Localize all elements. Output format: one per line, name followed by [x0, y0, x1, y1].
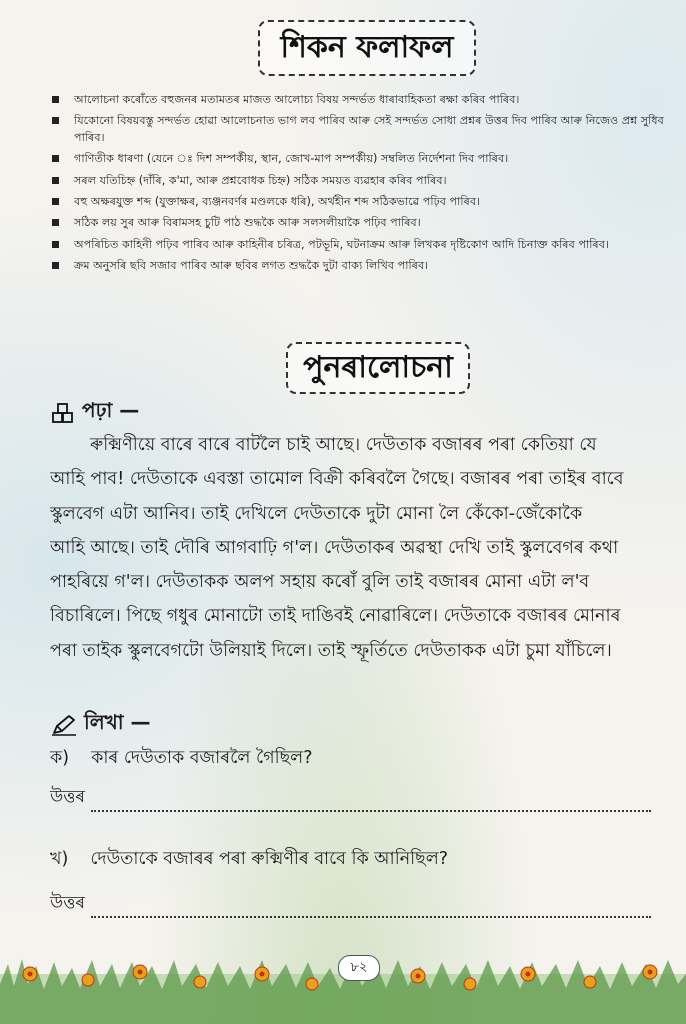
passage-line: আহি পাব! দেউতাকে এবস্তা তামোল বিক্ৰী কৰিবলৈ গৈছে। বজাৰৰ পৰা তাইৰ বাবে — [50, 469, 624, 490]
square-bullet-icon — [52, 96, 59, 103]
pencil-icon — [50, 713, 78, 737]
outcome-text: অপৰিচিত কাহিনী পঢ়িব পাৰিব আৰু কাহিনীৰ চৰিত্ৰ, পটভূমি, ঘটনাক্ৰম আৰু লিখকৰ দৃষ্টিকোণ আদি চিনাক্ত কৰিব পাৰিব। — [74, 237, 609, 251]
answer-label: উত্তৰ — [50, 787, 85, 807]
read-label-text: পঢ়া — — [82, 398, 140, 422]
outcome-text: গাণিতীক ধাৰণা (যেনে ঃ দিশ সম্পৰ্কীয়, স্থান, জোখ-মাপ সম্পৰ্কীয়) সম্বলিত নিৰ্দেশনা দিব পাৰিব। — [74, 152, 509, 166]
question-marker: ক) — [50, 748, 70, 768]
square-bullet-icon — [52, 155, 59, 162]
outcome-text: ক্ৰম অনুসৰি ছবি সজাব পাৰিব আৰু ছবিৰ লগত শুদ্ধকৈ দুটা বাক্য লিখিব পাৰিব। — [74, 258, 429, 272]
question-text: কাৰ দেউতাক বজাৰলৈ গৈছিল? — [91, 748, 313, 768]
outcome-item — [52, 173, 680, 190]
outcome-text: সঠিক লয় সুৰ আৰু বিৰামসহ চুটি পাঠ শুদ্ধকৈ আৰু সলসলীয়াকৈ পঢ়িব পাৰিব। — [74, 216, 421, 230]
answer-1 — [50, 784, 651, 812]
outcome-item — [52, 194, 680, 211]
outcome-item — [52, 237, 680, 254]
outcome-text: সৰল যতিচিহ্ন (দাঁৰি, ক'মা, আৰু প্ৰশ্নবোধক চিহ্ন) সঠিক সময়ত ব্যৱহাৰ কৰিব পাৰিব। — [74, 173, 447, 187]
answer-line-1[interactable] — [91, 792, 651, 812]
outcome-text: আলোচনা কৰোঁতে বহুজনৰ মতামতৰ মাজত আলোচ্য বিষয় সন্দৰ্ভত ধাৰাবাহিকতা ৰক্ষা কৰিব পাৰিব। — [74, 93, 520, 106]
answer-2 — [50, 890, 651, 918]
write-label-text: লিখা — — [84, 710, 151, 734]
square-bullet-icon — [52, 177, 59, 184]
passage-line: পৰা তাইক স্কুলবেগটো উলিয়াই দিলে। তাই স্ফূৰ্তিতে দেউতাকক এটা চুমা যাঁচিলে। — [50, 640, 612, 661]
answer-label: উত্তৰ — [50, 893, 85, 913]
outcome-text: বহু অক্ষৰযুক্ত শব্দ (যুক্তাক্ষৰ, ব্যঞ্জনবৰ্ণৰ মণ্ডলকে ধৰি), অৰ্থহীন শব্দ সঠিকভাৱে পঢ়িব পাৰিব। — [74, 194, 481, 208]
reading-blocks-icon — [50, 401, 76, 425]
page-number: ৮২ — [338, 955, 380, 981]
question-2 — [50, 846, 448, 875]
square-bullet-icon — [52, 241, 59, 248]
square-bullet-icon — [52, 198, 59, 205]
passage-line: আহি আছে। তাই দৌৰি আগবাঢ়ি গ'ল। দেউতাকৰ অৱস্থা দেখি তাই স্কুলবেগৰ কথা — [50, 537, 619, 558]
read-section-label — [50, 396, 139, 429]
write-section-label — [50, 708, 151, 741]
outcome-item — [52, 258, 680, 275]
reading-passage — [50, 428, 686, 668]
passage-line: ৰুক্মিণীয়ে বাৰে বাৰে বাটলৈ চাই আছে। দেউতাক বজাৰৰ পৰা কেতিয়া যে — [90, 435, 597, 455]
learning-outcomes-list — [52, 92, 680, 279]
square-bullet-icon — [52, 117, 59, 124]
review-title: পুনৰালোচনা — [286, 342, 470, 394]
question-1 — [50, 745, 313, 774]
passage-line: বিচাৰিলে। পিছে গধুৰ মোনাটো তাই দাঙিবই নোৱাৰিলে। দেউতাকে বজাৰৰ মোনাৰ — [50, 606, 621, 627]
outcome-item — [52, 215, 680, 232]
passage-line: স্কুলবেগ এটা আনিব। তাই দেখিলে দেউতাকে দুটা মোনা লৈ কেঁকো-জেঁকোকৈ — [50, 503, 583, 524]
question-marker: খ) — [50, 849, 69, 869]
square-bullet-icon — [52, 262, 59, 269]
outcome-text: যিকোনো বিষয়বস্তু সন্দৰ্ভত হোৱা আলোচনাত ভাগ লব পাৰিব আৰু সেই সন্দৰ্ভত সোধা প্ৰশ্নৰ উত্তৰ দিব পাৰিব আৰু নিজেও প্ৰশ্ন সুধিব পাৰিব। — [74, 114, 664, 145]
learning-outcomes-title: শিকন ফলাফল — [258, 20, 476, 76]
answer-line-2[interactable] — [91, 898, 651, 918]
outcome-item — [52, 113, 680, 147]
passage-line: পাহৰিয়ে গ'ল। দেউতাকক অলপ সহায় কৰোঁ বুলি তাই বজাৰৰ মোনা এটা ল'ব — [50, 572, 590, 593]
outcome-item — [52, 92, 680, 109]
outcome-item — [52, 151, 680, 168]
square-bullet-icon — [52, 219, 59, 226]
question-text: দেউতাকে বজাৰৰ পৰা ৰুক্মিণীৰ বাবে কি আনিছিল? — [90, 849, 449, 869]
